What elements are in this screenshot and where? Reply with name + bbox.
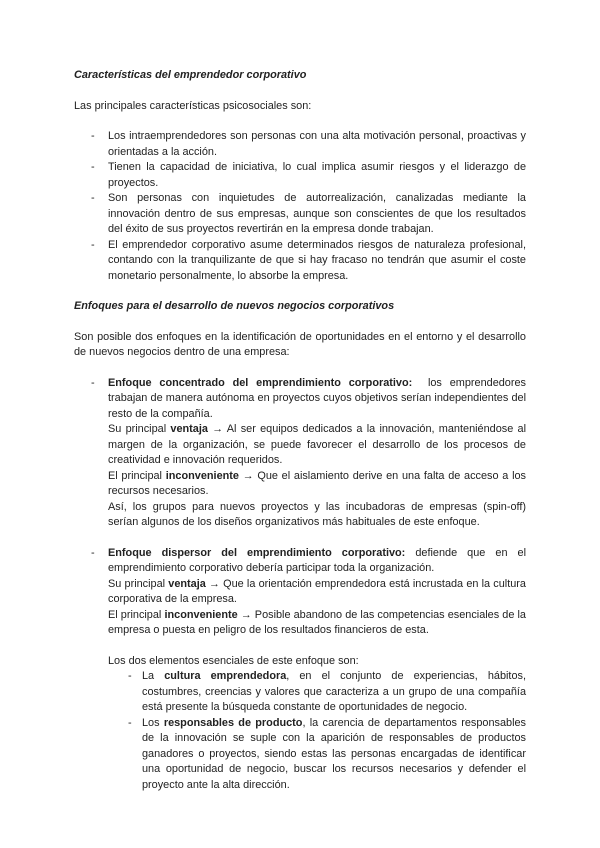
drawback-word: inconveniente	[164, 608, 238, 621]
characteristics-list	[74, 129, 526, 284]
document-page	[74, 68, 526, 793]
section-heading-approaches: Enfoques para el desarrollo de nuevos negocios corporativos	[74, 300, 395, 312]
approaches-intro: Son posible dos enfoques en la identificación de oportunidades en el entorno y el desarrollo de nuevos negocios dentro de una empresa:	[74, 330, 526, 358]
approach-concentrated-closing: Así, los grupos para nuevos proyectos y las incubadoras de empresas (spin-off) serían algunos de los diseños organizativos más habituales de este enfoque.	[108, 500, 526, 528]
sub-term: cultura emprendedora	[164, 670, 287, 682]
drawback-prefix: El principal	[108, 608, 162, 621]
list-item: - El emprendedor corporativo asume determinados riesgos de naturaleza profesional, contando con la tranquilizante de que si hay fracaso no tendrán que asumir el coste monetario personalmente, lo absorbe la empresa.	[74, 238, 526, 285]
drawback-word: inconveniente	[165, 469, 239, 482]
elements-list	[108, 669, 526, 793]
sub-text: , la carencia de departamentos responsables de la innovación se suple con la aparición de responsables de productos ganadores o proyectos, siendo estas las personas encargadas de identificar una oportunidad de negocio, buscar los recursos necesarios y defender el proyecto ante la alta dirección.	[142, 716, 526, 791]
advantage-text: → Al ser equipos dedicados a la innovación, manteniéndose al margen de la organización, se puede favorecer el desarrollo de los procesos de creatividad e innovación requeridos.	[108, 423, 527, 466]
approach-concentrated-title: Enfoque concentrado del emprendimiento corporativo:	[108, 376, 413, 389]
list-item	[108, 669, 526, 716]
list-item	[108, 716, 526, 794]
characteristics-intro: Las principales características psicosociales son:	[74, 99, 312, 112]
list-item: - Son personas con inquietudes de autorrealización, canalizadas mediante la innovación dentro de sus empresas, aunque son conscientes de que los resultados del éxito de sus proyectos revertirán en la empresa donde trabajan.	[74, 191, 526, 238]
approaches-list	[74, 376, 526, 794]
drawback-text: → Posible abandono de las competencias esenciales de la empresa o puesta en peligro de los resultados financieros de esta.	[108, 608, 526, 636]
list-item: - Los intraemprendedores son personas con una alta motivación personal, proactivas y orientadas a la acción.	[74, 129, 526, 160]
advantage-word: ventaja	[170, 423, 208, 435]
advantage-text: → Que la orientación emprendedora está incrustada en la cultura corporativa de la empresa.	[108, 577, 526, 605]
sub-text: , en el conjunto de experiencias, hábitos, costumbres, creencias y valores que caracteriza a un grupo de una compañía está presente la búsqueda constante de oportunidades de negocio.	[142, 670, 526, 713]
sub-term: responsables de producto	[163, 716, 303, 729]
advantage-prefix: Su principal	[108, 423, 167, 435]
approach-dispersed-title: Enfoque dispersor del emprendimiento corporativo:	[108, 546, 406, 559]
sub-prefix: La	[142, 670, 155, 682]
approach-dispersed-desc: defiende que en el emprendimiento corporativo debería participar toda la organización.	[108, 546, 527, 574]
approach-concentrated	[74, 376, 526, 531]
sub-prefix: Los	[142, 716, 160, 729]
drawback-text: → Que el aislamiento derive en una falta de acceso a los recursos necesarios.	[108, 469, 527, 497]
approach-concentrated-desc: los emprendedores trabajan de manera autónoma en proyectos cuyos objetivos serían independientes del resto de la compañía.	[108, 376, 526, 420]
advantage-prefix: Su principal	[108, 577, 166, 590]
drawback-prefix: El principal	[108, 469, 162, 482]
advantage-word: ventaja	[168, 577, 206, 590]
section-heading-characteristics: Características del emprendedor corporativo	[74, 69, 307, 81]
elements-intro: Los dos elementos esenciales de este enfoque son:	[108, 654, 359, 667]
approach-dispersed	[74, 546, 526, 794]
list-item: - Tienen la capacidad de iniciativa, lo cual implica asumir riesgos y el liderazgo de proyectos.	[74, 160, 526, 191]
